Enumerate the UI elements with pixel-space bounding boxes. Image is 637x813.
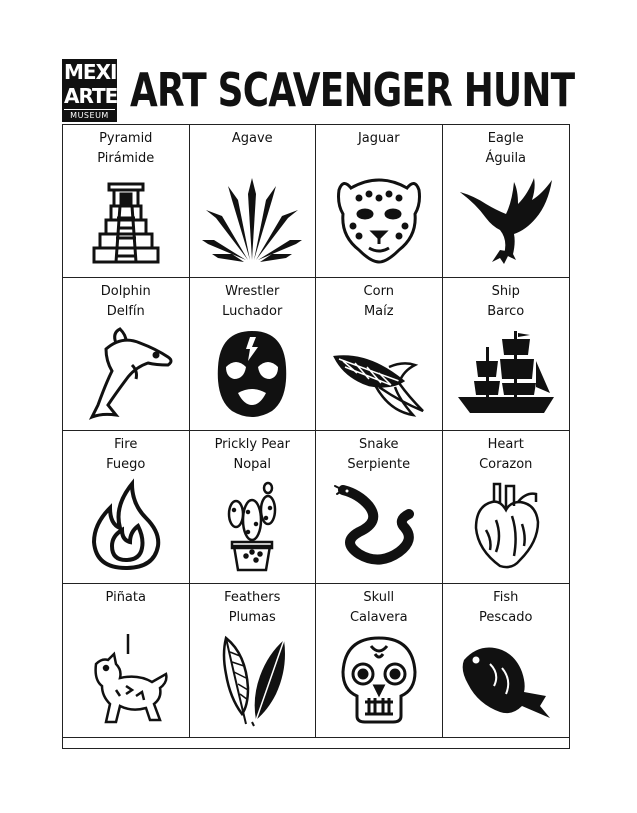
cell-label	[63, 282, 189, 322]
grid-cell-corn	[316, 278, 443, 431]
cell-label	[443, 129, 570, 169]
feathers-icon	[200, 632, 306, 727]
label-english: Wrestler	[225, 284, 280, 299]
label-spanish: Fuego	[106, 457, 146, 472]
cell-label	[63, 435, 189, 475]
scavenger-grid	[62, 124, 570, 738]
grid-cell-feathers	[190, 584, 317, 737]
label-spanish: Luchador	[222, 304, 283, 319]
logo-line-3: MUSEUM	[64, 109, 115, 121]
cell-label	[316, 129, 442, 149]
label-spanish: Calavera	[349, 610, 408, 625]
label-english: Eagle	[487, 131, 524, 146]
cell-label	[63, 129, 189, 169]
label-spanish: Pescado	[479, 610, 533, 625]
cell-label	[190, 129, 316, 149]
grid-cell-pyramid	[63, 125, 190, 278]
wrestler-mask-icon	[200, 326, 306, 420]
cell-label	[443, 282, 570, 322]
grid-cell-fish	[443, 584, 570, 737]
snake-icon	[326, 479, 432, 573]
cell-label	[190, 435, 316, 475]
corn-icon	[326, 326, 432, 420]
pyramid-icon	[73, 173, 179, 267]
label-english: Agave	[231, 131, 273, 146]
label-spanish: Barco	[487, 304, 525, 319]
logo-line-1: MEXIC	[64, 60, 131, 84]
label-english: Piñata	[105, 590, 146, 605]
fish-icon	[453, 632, 560, 727]
cell-label	[443, 435, 570, 475]
label-spanish: Nopal	[233, 457, 271, 472]
grid-cell-fire	[63, 431, 190, 584]
label-spanish: Plumas	[228, 610, 276, 625]
label-english: Heart	[487, 437, 524, 452]
page-title: ART SCAVENGER HUNT	[130, 63, 575, 117]
label-english: Fish	[493, 590, 519, 605]
agave-icon	[200, 173, 306, 267]
label-english: Jaguar	[357, 131, 400, 146]
label-spanish: Delfín	[106, 304, 145, 319]
cell-label	[316, 282, 442, 322]
header	[62, 59, 575, 123]
grid-cell-snake	[316, 431, 443, 584]
jaguar-icon	[326, 173, 432, 267]
eagle-icon	[453, 173, 560, 267]
label-english: Pyramid	[99, 131, 153, 146]
grid-cell-heart	[443, 431, 570, 584]
label-english: Skull	[363, 590, 395, 605]
cell-label	[316, 435, 442, 475]
label-english: Feathers	[224, 590, 281, 605]
label-english: Dolphin	[100, 284, 151, 299]
grid-cell-agave	[190, 125, 317, 278]
grid-cell-jaguar	[316, 125, 443, 278]
cactus-icon	[200, 479, 306, 573]
grid-cell-dolphin	[63, 278, 190, 431]
label-spanish: Águila	[485, 151, 527, 166]
cell-label	[190, 588, 316, 628]
grid-cell-skull	[316, 584, 443, 737]
grid-cell-ship	[443, 278, 570, 431]
label-english: Corn	[363, 284, 394, 299]
label-english: Prickly Pear	[214, 437, 290, 452]
pinata-icon	[73, 632, 179, 727]
label-spanish: Serpiente	[347, 457, 411, 472]
label-spanish: Pirámide	[97, 151, 155, 166]
cell-label	[190, 282, 316, 322]
label-english: Fire	[114, 437, 138, 452]
label-english: Ship	[491, 284, 520, 299]
cell-label	[443, 588, 570, 628]
bottom-strip	[62, 737, 570, 749]
grid-cell-prickly-pear	[190, 431, 317, 584]
dolphin-icon	[73, 326, 179, 420]
skull-icon	[326, 632, 432, 727]
label-spanish: Corazon	[479, 457, 533, 472]
logo-line-2: ARTE	[64, 84, 118, 108]
heart-icon	[453, 479, 560, 573]
label-english: Snake	[358, 437, 399, 452]
museum-logo	[62, 59, 131, 122]
grid-cell-wrestler	[190, 278, 317, 431]
grid-cell-pinata	[63, 584, 190, 737]
label-spanish: Maíz	[363, 304, 394, 319]
ship-icon	[453, 326, 560, 420]
cell-label	[316, 588, 442, 628]
grid-cell-eagle	[443, 125, 570, 278]
fire-icon	[73, 479, 179, 573]
cell-label	[63, 588, 189, 608]
